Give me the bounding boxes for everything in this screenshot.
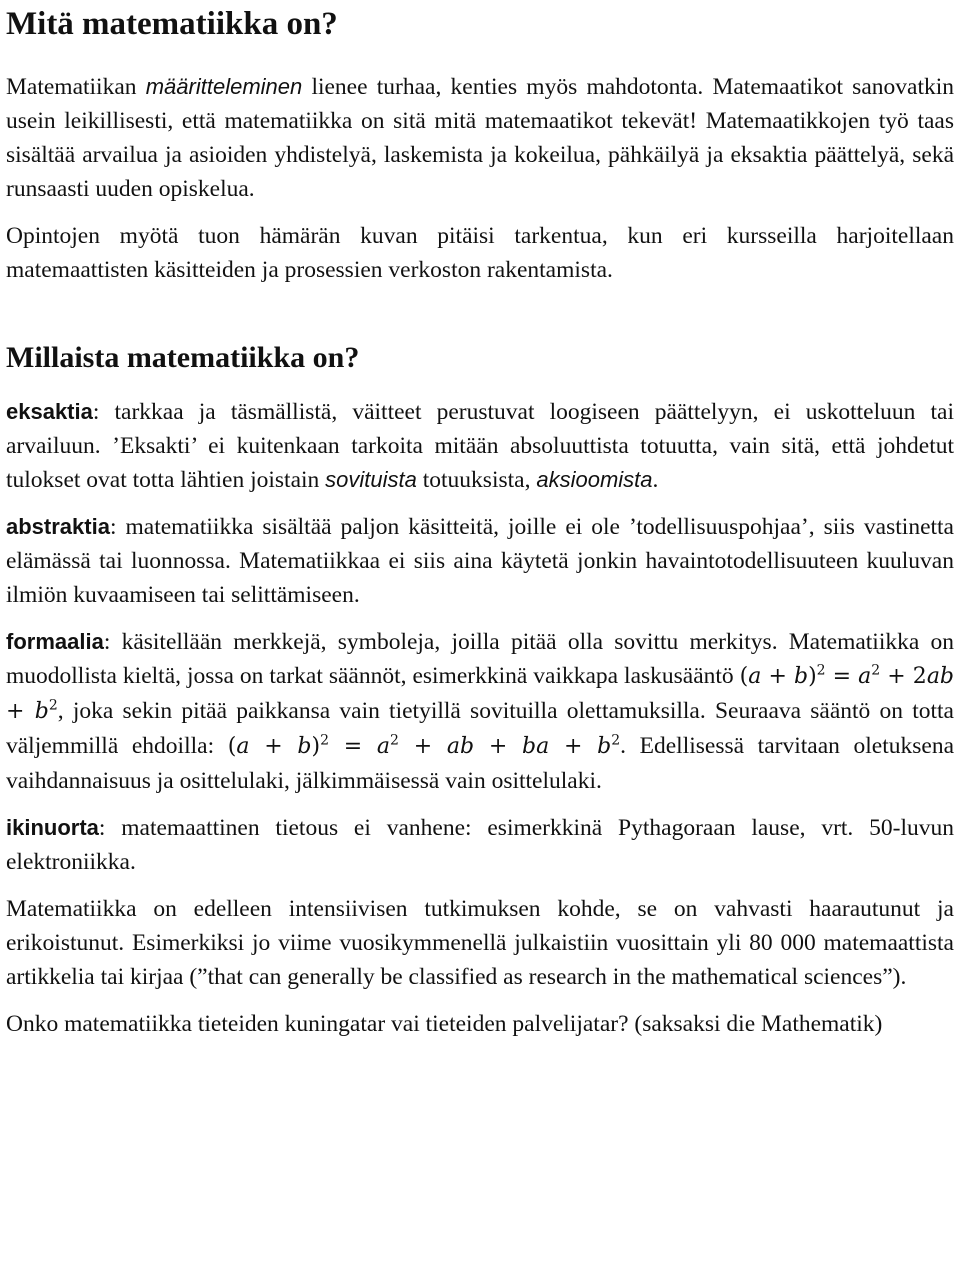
intro-text-a: Matematiikan — [6, 74, 146, 100]
intro-text-b: lienee turhaa, kenties myös mahdotonta. Matemaatikot sanovatkin usein leikillisesti, että matematiikka on sitä mitä matemaatikot tekevät! Matemaatikkojen työ taas sisältää arvailua ja asioiden yhdistelyä, laskemista ja kokeilua, pähkäilyä ja eksaktia päättelyä, sekä runsaasti uuden opiskelua. — [6, 74, 954, 202]
formula-binomial: $(a + b)^2 = a^2 + 2ab + b^2$ — [6, 662, 955, 724]
page-title: Mitä matematiikka on? — [6, 6, 338, 42]
ikinuorta-term: ikinuorta — [6, 815, 99, 840]
formaalia-text-a: : käsitellään merkkejä, symboleja, joilla pitää olla sovittu merkitys. Matematiikka on muodollista kieltä, jossa on tarkat säännöt, esimerkkinä vaikkapa laskusääntö — [6, 629, 954, 689]
abstraktia-paragraph — [6, 510, 954, 612]
eksaktia-text-c: . — [652, 467, 659, 493]
formaalia-term: formaalia — [6, 629, 104, 654]
formaalia-text-b: , joka sekin pitää paikkansa vain tietyillä sovituilla olettamuksilla. Seuraava sääntö on totta väljemmillä ehdoilla: — [6, 698, 954, 759]
eksaktia-emphasis-1: sovituista — [325, 467, 417, 492]
abstraktia-term: abstraktia — [6, 514, 110, 539]
closing-paragraph: Onko matematiikka tieteiden kuningatar vai tieteiden palvelijatar? (saksaksi die Mathematik) — [6, 1011, 883, 1037]
section-heading: Millaista matematiikka on? — [6, 341, 360, 374]
formaalia-paragraph — [6, 625, 954, 798]
ikinuorta-paragraph — [6, 811, 954, 879]
intro-emphasis: määritteleminen — [145, 74, 303, 99]
research-paragraph: Matematiikka on edelleen intensiivisen tutkimuksen kohde, se on vahvasti haarautunut ja erikoistunut. Esimerkiksi jo viime vuosikymmenellä julkaistiin vuosittain yli 80 000 matemaattista artikkelia tai kirjaa (”that can generally be classified as research in the mathematical sciences”). — [6, 896, 954, 990]
formaalia-text-c: . Edellisessä tarvitaan oletuksena vaihdannaisuus ja osittelulaki, jälkimmäisessä vain osittelulaki. — [6, 733, 955, 794]
eksaktia-paragraph — [6, 395, 954, 497]
abstraktia-text: : matematiikka sisältää paljon käsitteitä, joille ei ole ’todellisuuspohjaa’, siis vastinetta elämässä tai luonnossa. Matematiikkaa ei siis aina käytetä jonkin havaintotodellisuuteen kuuluvan ilmiön kuvaamiseen tai selittämiseen. — [6, 514, 954, 608]
intro-paragraph — [6, 70, 954, 206]
eksaktia-emphasis-2: aksioomista — [536, 467, 653, 492]
eksaktia-text-b: totuuksista, — [416, 467, 537, 493]
ikinuorta-text: : matemaattinen tietous ei vanhene: esimerkkinä Pythagoraan lause, vrt. 50-luvun elektroniikka. — [6, 815, 954, 875]
studies-paragraph: Opintojen myötä tuon hämärän kuvan pitäisi tarkentua, kun eri kursseilla harjoitellaan matemaattisten käsitteiden ja prosessien verkoston rakentamista. — [6, 223, 954, 283]
eksaktia-text-a: : tarkkaa ja täsmällistä, väitteet perustuvat loogiseen päättelyyn, ei uskotteluun tai arvailuun. ’Eksakti’ ei kuitenkaan tarkoita mitään absoluuttista totuutta, vain sitä, että johdetut tulokset ovat totta lähtien joistain — [6, 399, 954, 493]
eksaktia-term: eksaktia — [6, 399, 93, 424]
formula-expanded: $(a + b)^2 = a^2$ + ab + ba + $b^2$ — [227, 732, 621, 759]
